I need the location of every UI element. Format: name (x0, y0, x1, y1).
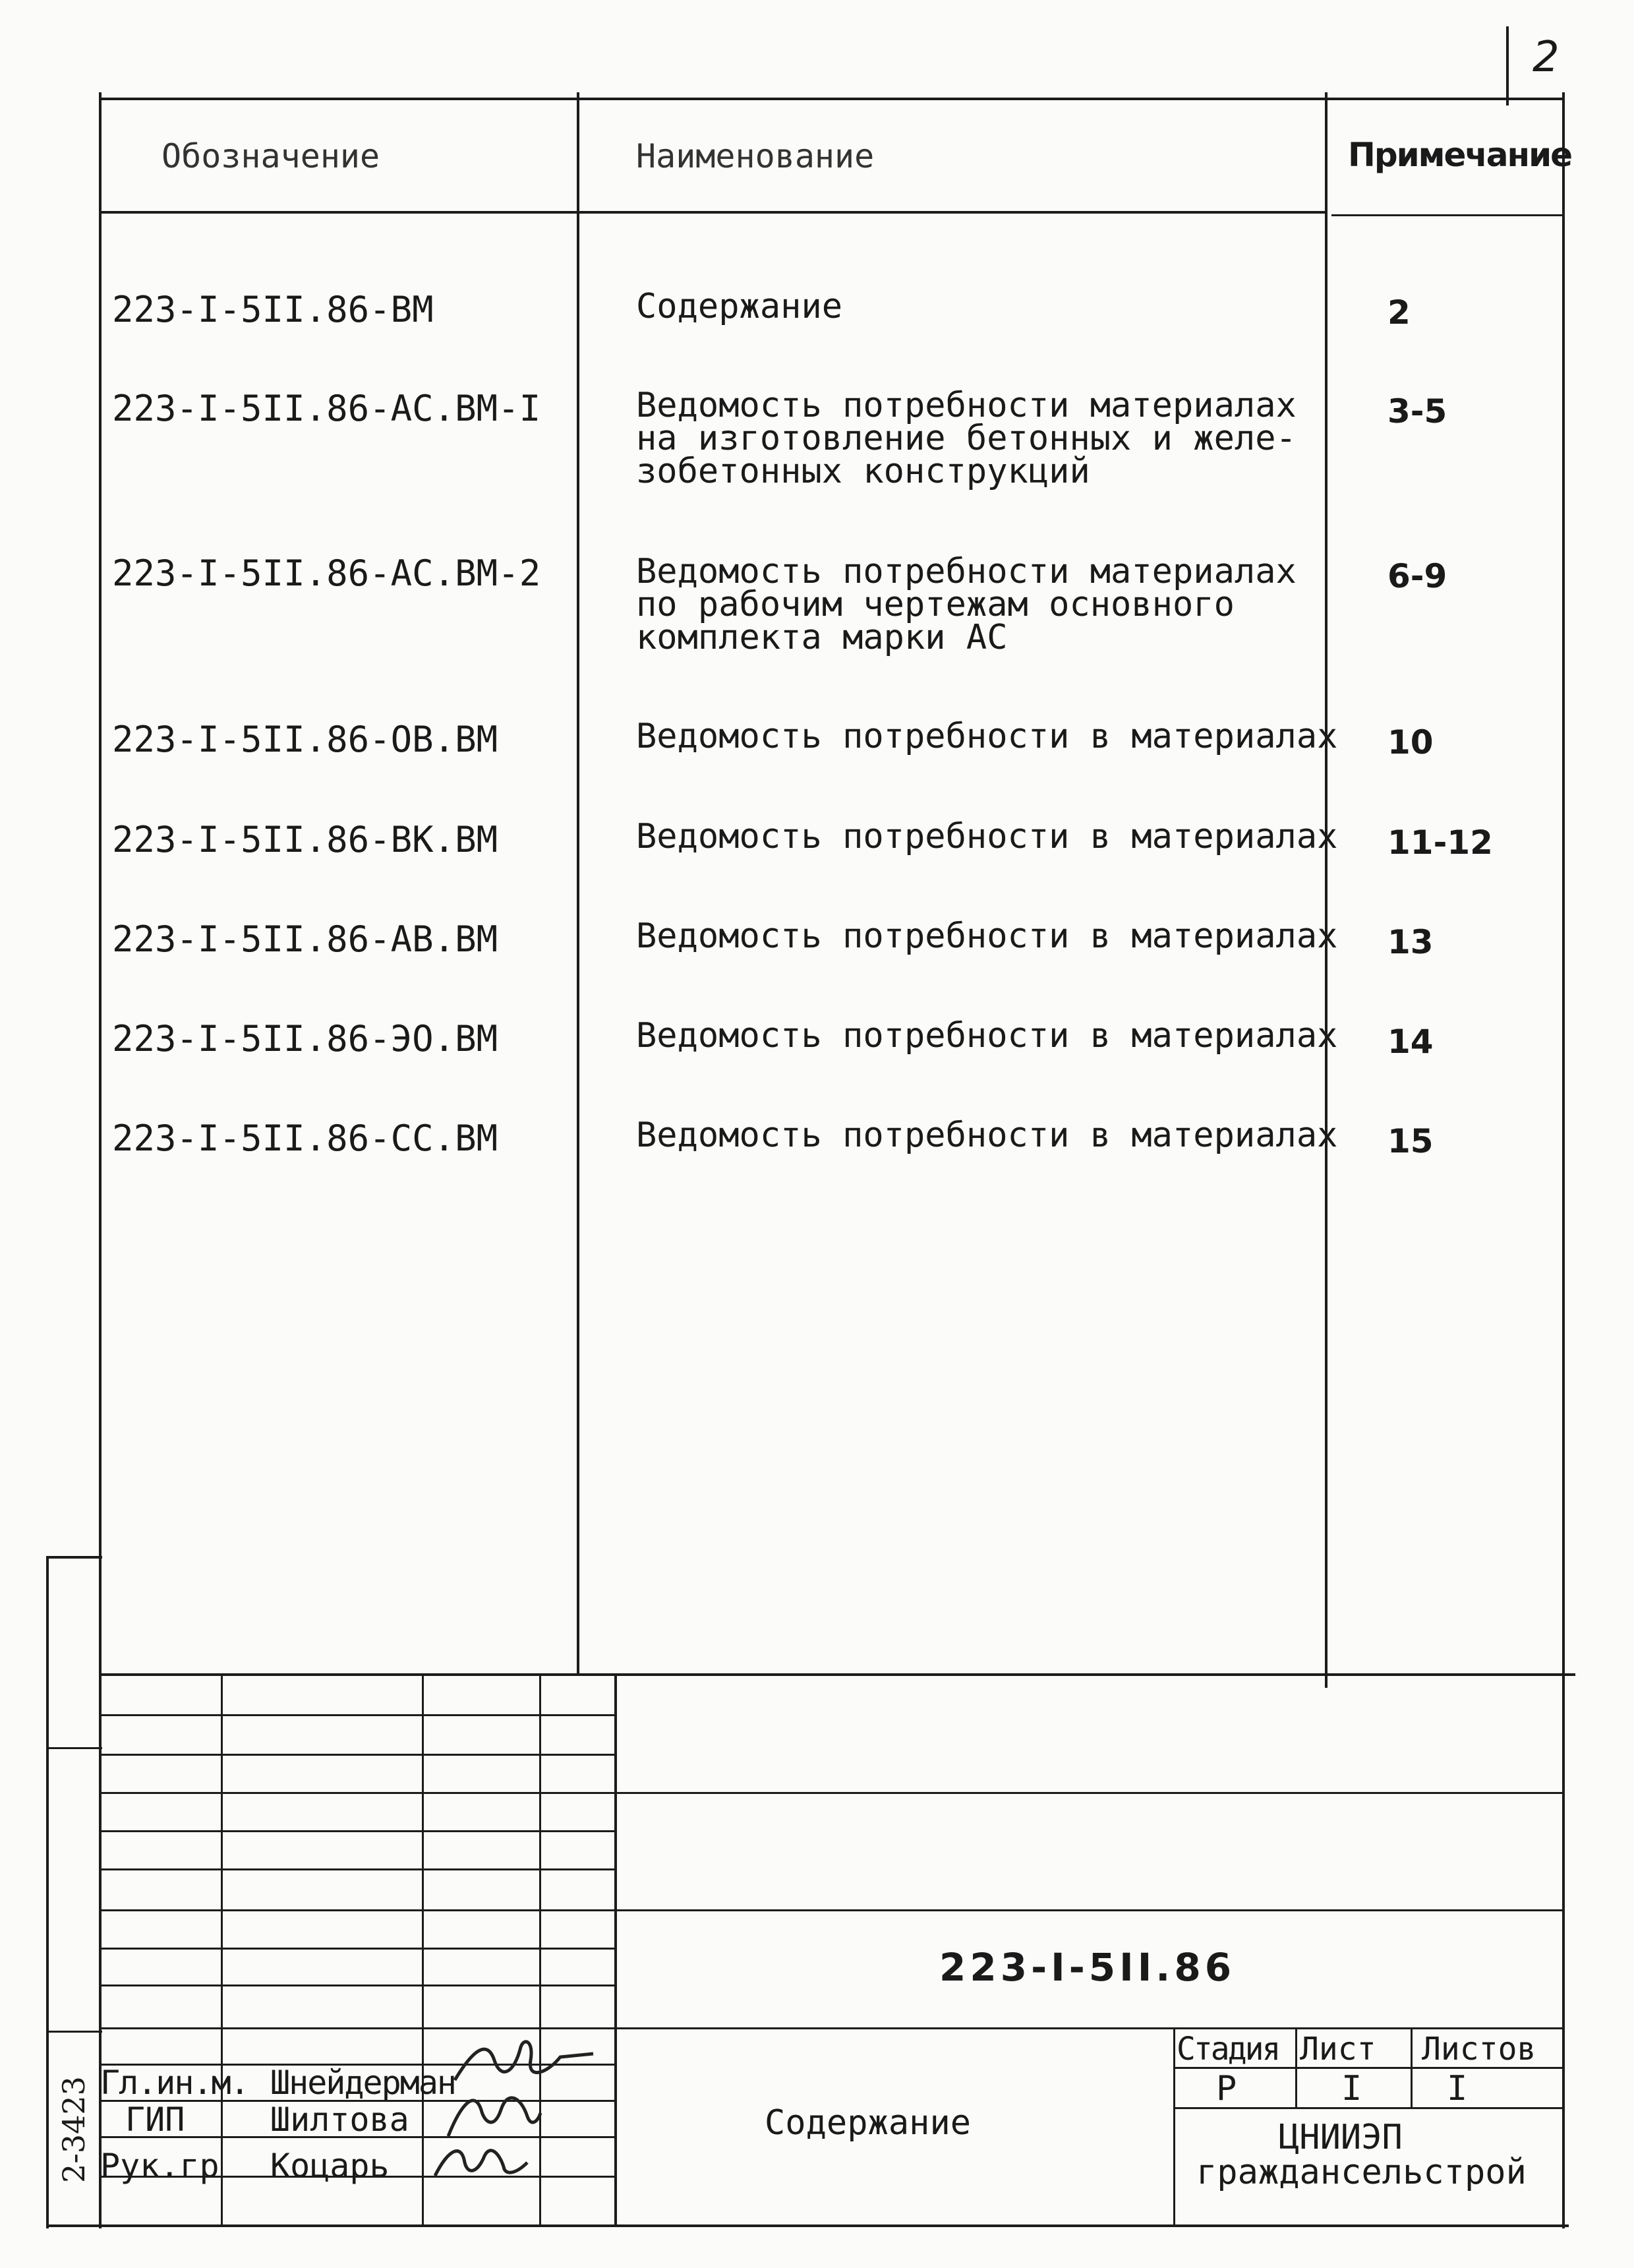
titleblock-rule-i (99, 2027, 1562, 2029)
organization-line-1: ЦНИИЭП (1279, 2118, 1403, 2157)
row-5-code: 223-I-5II.86-ВК.ВМ (112, 819, 498, 860)
row-3-name-line-2: по рабочим чертежам основного (636, 585, 1235, 624)
titleblock-col-sheets (1411, 2027, 1413, 2108)
titleblock-col-4 (614, 1673, 617, 2227)
titleblock-col-2 (422, 1673, 424, 2227)
frame-top-border (99, 98, 1562, 100)
document-title: Содержание (765, 2103, 972, 2143)
person-1-name: Шнейдерман (270, 2064, 456, 2102)
row-2-name-line-2: на изготовление бетонных и желе- (636, 419, 1297, 458)
side-stamp-low-rule (46, 2031, 102, 2033)
row-4-name-line-1: Ведомость потребности в материалах (636, 717, 1338, 756)
row-1-code: 223-I-5II.86-ВМ (112, 289, 434, 330)
row-2-note: 3-5 (1387, 392, 1447, 431)
sheets-label: Листов (1422, 2031, 1536, 2068)
person-3-role: Рук.гр (100, 2147, 219, 2185)
titleblock-rule-c (99, 1792, 1562, 1794)
row-7-note: 14 (1387, 1023, 1434, 1061)
page-number: 2 (1532, 33, 1560, 82)
row-6-code: 223-I-5II.86-АВ.ВМ (112, 918, 498, 960)
signature-3 (428, 2136, 534, 2189)
row-2-name-line-3: зобетонных конструкций (636, 452, 1090, 491)
row-7-code: 223-I-5II.86-ЭО.ВМ (112, 1018, 498, 1059)
row-8-note: 15 (1387, 1122, 1434, 1160)
row-3-code: 223-I-5II.86-АС.ВМ-2 (112, 552, 541, 594)
person-3-name: Коцарь (270, 2147, 390, 2185)
organization-line-2: граждансельстрой (1196, 2153, 1527, 2192)
row-1-note: 2 (1387, 293, 1411, 332)
row-2-name-line-1: Ведомость потребности материалах (636, 386, 1297, 425)
row-3-name-line-1: Ведомость потребности материалах (636, 552, 1297, 591)
row-2-code: 223-I-5II.86-АС.ВМ-I (112, 388, 541, 429)
column-divider-2 (1325, 92, 1328, 1688)
titleblock-col-3 (539, 1673, 541, 2227)
person-2-role: ГИП (125, 2101, 185, 2139)
row-1-name-line-1: Содержание (636, 287, 843, 326)
side-stamp-mid-rule (46, 1747, 102, 1749)
row-6-name-line-1: Ведомость потребности в материалах (636, 916, 1338, 956)
frame-right-border (1562, 92, 1565, 2228)
header-note: Примечание (1348, 136, 1572, 174)
person-2-name: Шилтова (270, 2101, 409, 2139)
row-8-name-line-1: Ведомость потребности в материалах (636, 1116, 1338, 1155)
side-stamp-top-rule (46, 1556, 102, 1559)
side-stamp-number: 2-3423 (56, 2076, 92, 2183)
stage-label: Стадия (1177, 2031, 1279, 2068)
row-3-name-line-3: комплекта марки АС (636, 618, 1008, 657)
header-bottom-rule (99, 211, 1325, 214)
signature-2 (435, 2083, 547, 2143)
row-4-code: 223-I-5II.86-ОВ.ВМ (112, 719, 498, 760)
row-6-note: 13 (1387, 923, 1434, 961)
sheet-value: I (1341, 2069, 1362, 2108)
header-bottom-rule-note (1331, 214, 1562, 216)
row-4-note: 10 (1387, 723, 1434, 761)
row-7-name-line-1: Ведомость потребности в материалах (636, 1016, 1338, 1056)
row-5-note: 11-12 (1387, 823, 1493, 862)
header-designation: Обозначение (161, 137, 380, 175)
titleblock-top-rule (99, 1673, 1575, 1676)
titleblock-col-stage (1173, 2027, 1175, 2225)
header-name: Наименование (636, 137, 875, 175)
side-stamp-left-rule (46, 1556, 49, 2228)
document-code: 223-I-5II.86 (939, 1945, 1236, 1990)
row-3-note: 6-9 (1387, 557, 1447, 595)
titleblock-bottom-rule (46, 2224, 1569, 2227)
titleblock-rule-f (99, 1909, 1562, 1911)
titleblock-col-sheet (1295, 2027, 1297, 2108)
person-1-role: Гл.ин.м. (100, 2064, 248, 2102)
sheets-value: I (1447, 2069, 1468, 2108)
row-8-code: 223-I-5II.86-СС.ВМ (112, 1118, 498, 1159)
row-5-name-line-1: Ведомость потребности в материалах (636, 817, 1338, 856)
column-divider-1 (577, 92, 579, 1675)
titleblock-col-1 (221, 1673, 223, 2227)
frame-left-border (99, 92, 102, 2228)
stage-value: Р (1216, 2069, 1237, 2108)
sheet-label: Лист (1300, 2031, 1376, 2068)
page-number-divider (1506, 26, 1509, 105)
